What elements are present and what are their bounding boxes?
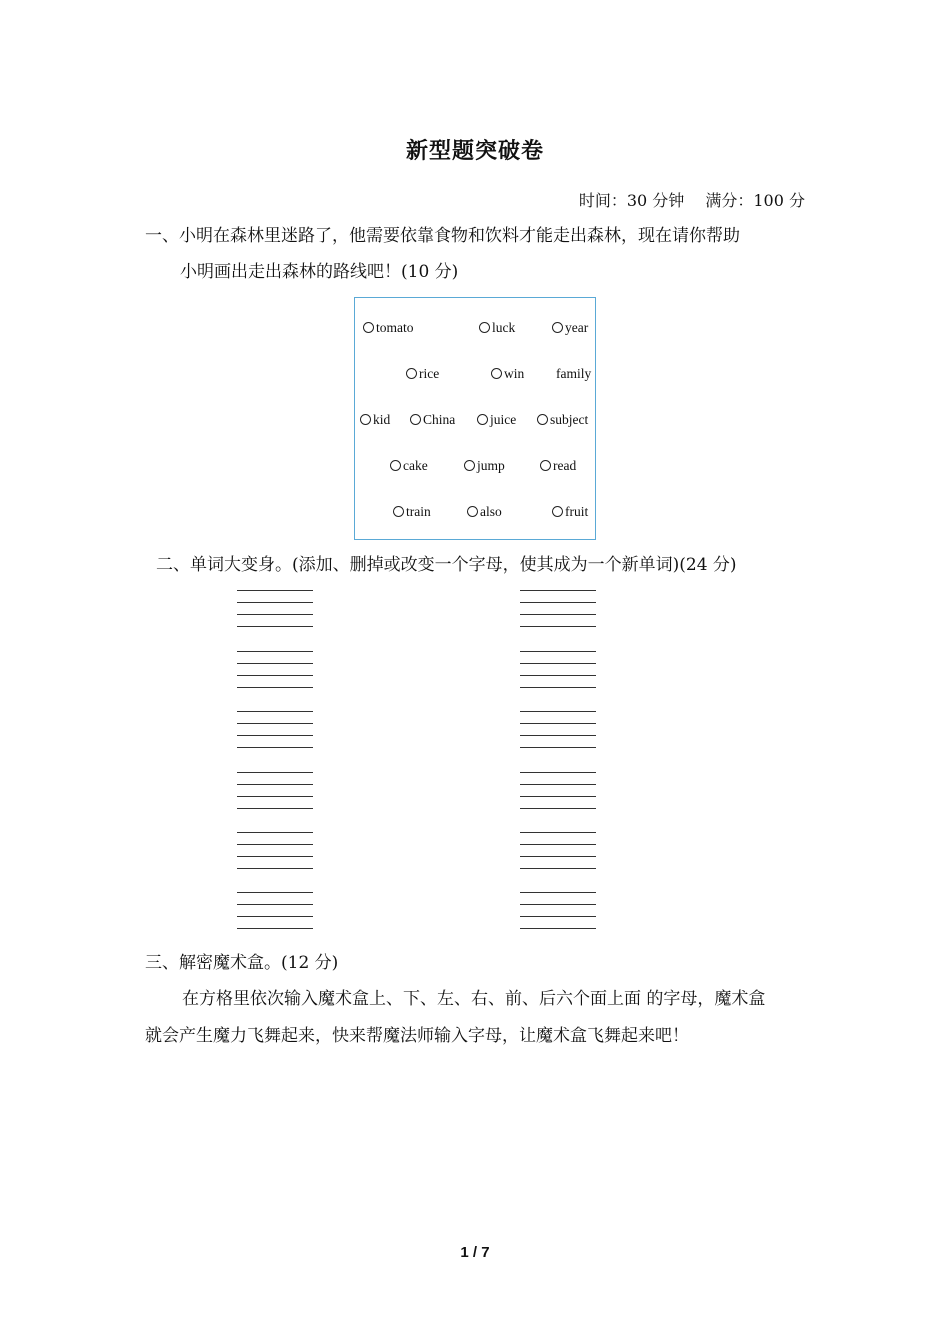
- grid-word[interactable]: jump: [464, 458, 505, 474]
- grid-word[interactable]: China: [410, 412, 455, 428]
- grid-word[interactable]: family: [556, 366, 592, 381]
- grid-word[interactable]: read: [540, 458, 576, 474]
- circle-icon: [410, 414, 421, 425]
- q3-line2: 就会产生魔力飞舞起来，快来帮魔法师输入字母，让魔术盒飞舞起来吧！: [145, 1026, 689, 1046]
- circle-icon: [491, 368, 502, 379]
- q2-heading: 二、单词大变身。(添加、删掉或改变一个字母，使其成为一个新单词)(24 分): [156, 555, 737, 575]
- q3-heading: 三、解密魔术盒。(12 分): [145, 953, 339, 973]
- answer-lines[interactable]: [237, 832, 313, 880]
- circle-icon: [477, 414, 488, 425]
- grid-word[interactable]: cake: [390, 458, 428, 474]
- grid-word[interactable]: tomato: [363, 320, 414, 336]
- circle-icon: [479, 322, 490, 333]
- answer-lines[interactable]: [520, 651, 596, 699]
- circle-icon: [390, 460, 401, 471]
- circle-icon: [393, 506, 404, 517]
- answer-lines[interactable]: [237, 651, 313, 699]
- page-number: 1 / 7: [460, 1244, 490, 1261]
- answer-lines[interactable]: [520, 590, 596, 638]
- time-limit: 时间：30 分钟: [578, 191, 685, 210]
- grid-word[interactable]: year: [552, 320, 588, 336]
- full-score: 满分：100 分: [705, 191, 805, 210]
- answer-lines[interactable]: [520, 711, 596, 759]
- q1-line1: 一、小明在森林里迷路了，他需要依靠食物和饮料才能走出森林，现在请你帮助: [145, 226, 740, 246]
- answer-lines[interactable]: [237, 590, 313, 638]
- grid-word[interactable]: win: [491, 366, 524, 382]
- grid-word[interactable]: juice: [477, 412, 516, 428]
- exam-meta: [579, 188, 805, 211]
- circle-icon: [464, 460, 475, 471]
- circle-icon: [552, 322, 563, 333]
- page-title: 新型题突破卷: [405, 138, 544, 164]
- forest-word-grid: [354, 297, 596, 540]
- grid-word[interactable]: luck: [479, 320, 515, 336]
- answer-lines[interactable]: [237, 892, 313, 940]
- grid-word[interactable]: fruit: [552, 504, 588, 520]
- grid-word[interactable]: rice: [406, 366, 439, 382]
- grid-word[interactable]: subject: [537, 412, 588, 428]
- answer-lines[interactable]: [237, 772, 313, 820]
- circle-icon: [467, 506, 478, 517]
- circle-icon: [552, 506, 563, 517]
- q1-line2: 小明画出走出森林的路线吧！(10 分): [180, 262, 459, 282]
- grid-word[interactable]: train: [393, 504, 431, 520]
- circle-icon: [540, 460, 551, 471]
- circle-icon: [363, 322, 374, 333]
- answer-lines[interactable]: [237, 711, 313, 759]
- answer-lines[interactable]: [520, 772, 596, 820]
- circle-icon: [406, 368, 417, 379]
- q3-line1: 在方格里依次输入魔术盒上、下、左、右、前、后六个面上面 的字母，魔术盒: [182, 989, 766, 1009]
- answer-lines[interactable]: [520, 832, 596, 880]
- grid-word[interactable]: kid: [360, 412, 390, 428]
- grid-word[interactable]: also: [467, 504, 502, 520]
- answer-lines[interactable]: [520, 892, 596, 940]
- circle-icon: [360, 414, 371, 425]
- circle-icon: [537, 414, 548, 425]
